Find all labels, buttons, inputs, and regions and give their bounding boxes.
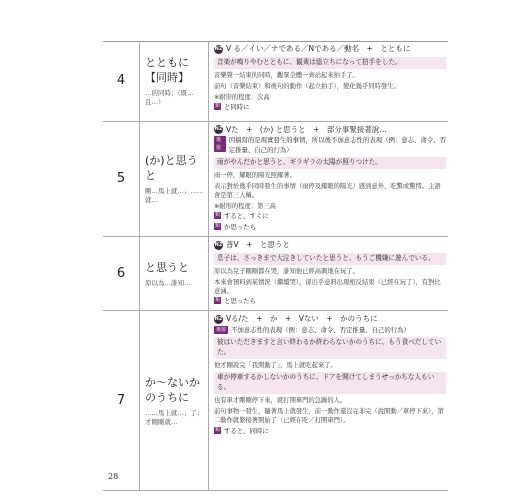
entry-term-cell — [140, 121, 209, 236]
level-badge: N2 — [214, 126, 223, 133]
similar-expression — [214, 103, 446, 112]
entry-gloss: ……馬上就…；了；才剛剛就… — [145, 409, 204, 427]
entry-number: 5 — [103, 121, 140, 236]
explanation-text: 他才剛說完「我開動了」，馬上就吃起來了。 — [214, 362, 337, 370]
example-sentence: 音楽が鳴りやむとともに、観衆は総立ちになって拍手をした。 — [214, 57, 446, 69]
similar-text: と同時に — [224, 103, 250, 112]
pattern-text: V る／イい／ナである／Nである／動名 + とともに — [226, 44, 411, 53]
explanation-text: 音樂聲一結束的同時，觀眾全體一齊站起來拍手了。 — [214, 71, 359, 79]
explanation-text: 雨一停，耀眼的陽光照耀著。 — [214, 171, 296, 179]
similar-expression — [214, 223, 446, 232]
level-badge: N2 — [214, 241, 223, 248]
page-number: 28 — [108, 472, 119, 481]
pattern-line — [214, 240, 446, 251]
explanation-text: ※耐形的程度：次高 — [214, 94, 270, 102]
entry-body — [209, 236, 449, 310]
grammar-entry-row — [103, 311, 448, 491]
level-badge: N2 — [214, 316, 223, 323]
similar-expression — [214, 297, 446, 306]
explanation-text: 前句事物一發生，隨著馬上就發生，前一動作還沒完非完（說開動／車停下來），第二動作就緊接著開始了（已經在吃／打開車門）。 — [214, 408, 444, 425]
explanation-text: ※耐形的程度：第三高 — [214, 203, 276, 211]
example-sentence: 雨がやんだかと思うと、ギラギラの太陽が照りつけた。 — [214, 157, 446, 169]
explanation-text: 原以為兒子剛剛都在哭，誰知他已經高興地在玩了。 — [214, 267, 359, 275]
similar-text: か思ったら — [224, 222, 256, 231]
entry-gloss: 剛…馬上就…；……就… — [145, 186, 204, 205]
usage-tag: 後接 — [214, 136, 226, 152]
usage-note — [214, 136, 446, 155]
entry-term-cell — [140, 236, 209, 310]
entry-number: 7 — [103, 311, 140, 491]
entry-term-cell — [140, 41, 209, 121]
similar-expression — [214, 212, 446, 221]
entry-number: 6 — [103, 236, 140, 310]
usage-text: 不加意志性的表現（例：意志、命令、否定推量、自己的行為） — [231, 326, 410, 335]
example-sentence: 息子は、さっきまで大泣きしていたと思うと、もうご機嫌に遊んでいる。 — [214, 253, 446, 265]
similar-text: すると、すぐに — [224, 212, 269, 221]
similar-text: すると、同時に — [224, 426, 269, 435]
usage-note — [214, 326, 446, 335]
entry-term: か～ないかのうちに — [145, 376, 200, 405]
similar-tag: 類 — [214, 297, 220, 304]
grammar-entry-row — [103, 41, 448, 121]
pattern-line — [214, 44, 446, 55]
pattern-text: 普V + と思うと — [226, 239, 290, 249]
similar-tag: 類 — [214, 222, 220, 229]
similar-tag: 類 — [214, 212, 220, 219]
similar-tag: 類 — [214, 426, 220, 433]
example-sentence: 彼はいただきますと言い終わるか終わらないかのうちに、もう食べだしていた。 — [214, 337, 446, 359]
level-badge: N2 — [214, 45, 223, 52]
grammar-entry-row — [103, 236, 448, 310]
entry-gloss: 原以為…誰知… — [145, 278, 191, 287]
similar-expression — [214, 427, 446, 436]
pattern-line — [214, 314, 446, 325]
entry-body — [209, 121, 449, 236]
entry-body — [209, 41, 449, 121]
explanation-text: 表示對於幾乎同時發生的事情（雨停及耀眼的陽光）感到意外、吃驚或驚愕。主語會是第三人稱。 — [214, 182, 441, 200]
example-sentence: 車が停車するかしないかのうちに、ドアを開けてしまうせっかちな人もいる。 — [214, 372, 446, 394]
entry-term: と思うと — [145, 261, 189, 275]
entry-term-cell — [140, 311, 209, 491]
similar-text: と思ったら — [224, 297, 256, 306]
similar-tag: 類 — [214, 103, 220, 110]
entry-term: とともに【同時】 — [145, 56, 189, 85]
usage-text: 因搞寫的是現實發生的事情，所以後不加意志性的表現（例：意志、命令、否定推量、自己的行為） — [228, 136, 447, 154]
entry-gloss: …的同時；（既…且…） — [145, 89, 194, 107]
explanation-text: 也有車才剛剛停下來，就打開車門的急躁的人。 — [214, 397, 347, 405]
usage-tag: 後接 — [216, 327, 227, 334]
grammar-table — [103, 41, 448, 491]
entry-body — [209, 311, 449, 491]
explanation-text: 前句（音樂結束）和後句的動作（起立拍手），變化幾乎同時發生。 — [214, 82, 400, 90]
grammar-entry-row — [103, 121, 448, 236]
pattern-text: Vた + (か) と思うと + 部分事緊接著說… — [226, 124, 387, 134]
pattern-text: Vる/た + か + Vない + かのうちに — [226, 314, 378, 324]
pattern-line — [214, 125, 446, 136]
explanation-text: 本來會預料到某情況（繼續哭），卻出乎意料出現相反結果（已經在玩了），有對比意涵。 — [214, 278, 441, 295]
entry-term: (か)と思うと — [145, 154, 198, 183]
entry-number: 4 — [103, 41, 140, 121]
